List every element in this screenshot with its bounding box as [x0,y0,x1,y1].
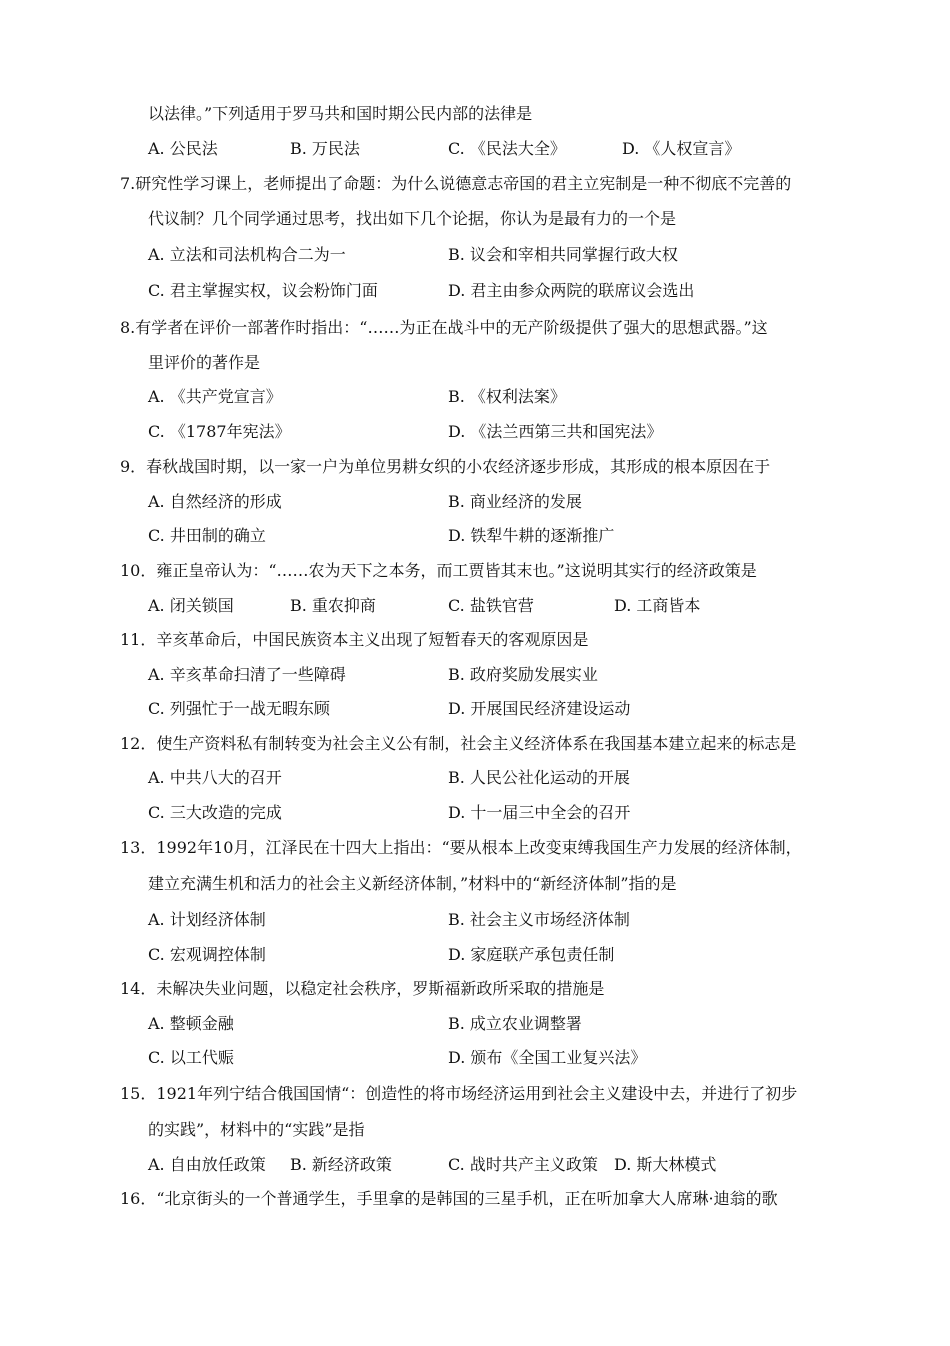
q14-stem: 14．未解决失业问题，以稳定社会秩序，罗斯福新政所采取的措施是 [120,979,605,998]
q14-option-d: D. 颁布《全国工业复兴法》 [448,1048,647,1067]
q12-option-b: B. 人民公社化运动的开展 [448,768,630,787]
q8-option-a: A. 《共产党宣言》 [148,387,282,406]
q16-stem-line1: 16．“北京街头的一个普通学生，手里拿的是韩国的三星手机，正在听加拿大人席琳·迪翁的歌 [120,1189,778,1208]
q7-option-a: A. 立法和司法机构合二为一 [148,245,346,264]
q7-option-d: D. 君主由参众两院的联席议会选出 [448,281,695,300]
q12-option-d: D. 十一届三中全会的召开 [448,803,631,822]
q14-option-b: B. 成立农业调整署 [448,1014,582,1033]
q12-stem: 12．使生产资料私有制转变为社会主义公有制，社会主义经济体系在我国基本建立起来的标志是 [120,734,797,753]
q15-option-c: C. 战时共产主义政策 [448,1155,598,1174]
q9-option-a: A. 自然经济的形成 [148,492,282,511]
q10-option-c: C. 盐铁官营 [448,596,534,615]
q9-option-b: B. 商业经济的发展 [448,492,582,511]
q13-option-d: D. 家庭联产承包责任制 [448,945,615,964]
q13-option-b: B. 社会主义市场经济体制 [448,910,630,929]
q9-option-d: D. 铁犁牛耕的逐渐推广 [448,526,615,545]
q10-option-d: D. 工商皆本 [614,596,701,615]
q7-option-b: B. 议会和宰相共同掌握行政大权 [448,245,678,264]
q8-stem-line2: 里评价的著作是 [148,353,261,372]
q11-stem: 11．辛亥革命后，中国民族资本主义出现了短暂春天的客观原因是 [120,630,589,649]
q11-option-b: B. 政府奖励发展实业 [448,665,598,684]
q6-option-c: C. 《民法大全》 [448,139,566,158]
q8-option-d: D. 《法兰西第三共和国宪法》 [448,422,663,441]
q6-continuation: 以法律。”下列适用于罗马共和国时期公民内部的法律是 [148,104,533,123]
q11-option-d: D. 开展国民经济建设运动 [448,699,631,718]
q12-option-c: C. 三大改造的完成 [148,803,282,822]
q15-option-d: D. 斯大林模式 [614,1155,717,1174]
q8-option-b: B. 《权利法案》 [448,387,566,406]
q7-stem-line2: 代议制？几个同学通过思考，找出如下几个论据，你认为是最有力的一个是 [148,209,677,228]
q6-option-b: B. 万民法 [290,139,360,158]
q11-option-c: C. 列强忙于一战无暇东顾 [148,699,330,718]
q10-option-b: B. 重农抑商 [290,596,376,615]
q13-option-a: A. 计划经济体制 [148,910,266,929]
q10-stem: 10．雍正皇帝认为：“……农为天下之本务，而工贾皆其末也。”这说明其实行的经济政策是 [120,561,757,580]
q13-stem-line1: 13．1992年10月，江泽民在十四大上指出：“要从根本上改变束缚我国生产力发展的经济体制， [120,838,802,857]
q9-option-c: C. 井田制的确立 [148,526,266,545]
q14-option-a: A. 整顿金融 [148,1014,234,1033]
q14-option-c: C. 以工代赈 [148,1048,234,1067]
q8-option-c: C. 《1787年宪法》 [148,422,291,441]
q12-option-a: A. 中共八大的召开 [148,768,282,787]
q6-option-a: A. 公民法 [148,139,218,158]
q11-option-a: A. 辛亥革命扫清了一些障碍 [148,665,346,684]
q10-option-a: A. 闭关锁国 [148,596,234,615]
q6-option-d: D. 《人权宣言》 [622,139,741,158]
q15-option-b: B. 新经济政策 [290,1155,392,1174]
q15-stem-line2: 的实践”，材料中的“实践”是指 [148,1120,365,1139]
q13-stem-line2: 建立充满生机和活力的社会主义新经济体制，”材料中的“新经济体制”指的是 [148,874,677,893]
q15-stem-line1: 15．1921年列宁结合俄国国情“：创造性的将市场经济运用到社会主义建设中去，并进行了初步 [120,1084,798,1103]
q7-option-c: C. 君主掌握实权，议会粉饰门面 [148,281,378,300]
q13-option-c: C. 宏观调控体制 [148,945,266,964]
q9-stem: 9．春秋战国时期，以一家一户为单位男耕女织的小农经济逐步形成，其形成的根本原因在于 [120,457,771,476]
q15-option-a: A. 自由放任政策 [148,1155,266,1174]
q7-stem-line1: 7.研究性学习课上，老师提出了命题：为什么说德意志帝国的君主立宪制是一种不彻底不完善的 [120,174,792,193]
q8-stem-line1: 8.有学者在评价一部著作时指出：“……为正在战斗中的无产阶级提供了强大的思想武器。”这 [120,318,768,337]
